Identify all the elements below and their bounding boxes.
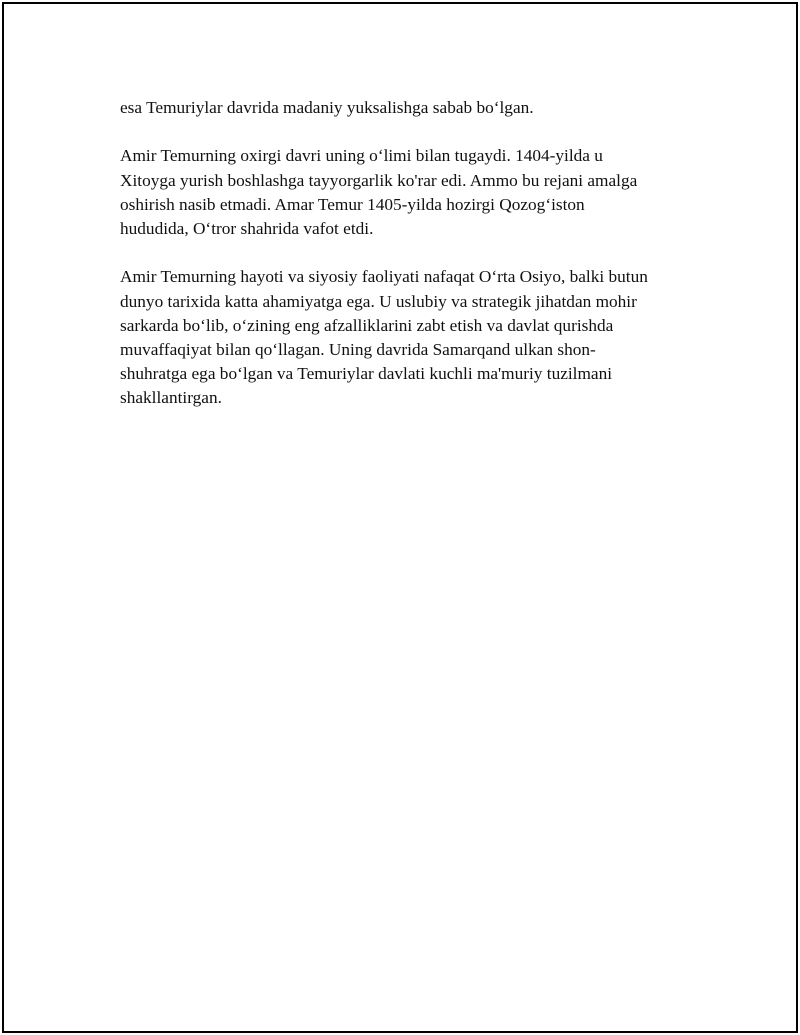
paragraph-1: esa Temuriylar davrida madaniy yuksalishga sabab bo‘lgan. [120, 98, 534, 117]
document-body [120, 96, 700, 435]
paragraph-3: Amir Temurning hayoti va siyosiy faoliyati nafaqat O‘rta Osiyo, balki butun dunyo tarixida katta ahamiyatga ega. U uslubiy va strategik jihatdan mohir sarkarda bo‘lib, o‘zining eng afzalliklarini zabt etish va davlat qurishda muvaffaqiyat bilan qo‘llagan. Uning davrida Samarqand ulkan shon- shuhratga ega bo‘lgan va Temuriylar davlati kuchli ma'muriy tuzilmani shakllantirgan. [120, 267, 648, 408]
paragraph-2: Amir Temurning oxirgi davri uning o‘limi bilan tugaydi. 1404-yilda u Xitoyga yurish boshlashga tayyorgarlik ko'rar edi. Ammo bu rejani amalga oshirish nasib etmadi. Amar Temur 1405-yilda hozirgi Qozog‘iston hududida, O‘tror shahrida vafot etdi. [120, 146, 638, 238]
document-page [2, 2, 798, 1033]
